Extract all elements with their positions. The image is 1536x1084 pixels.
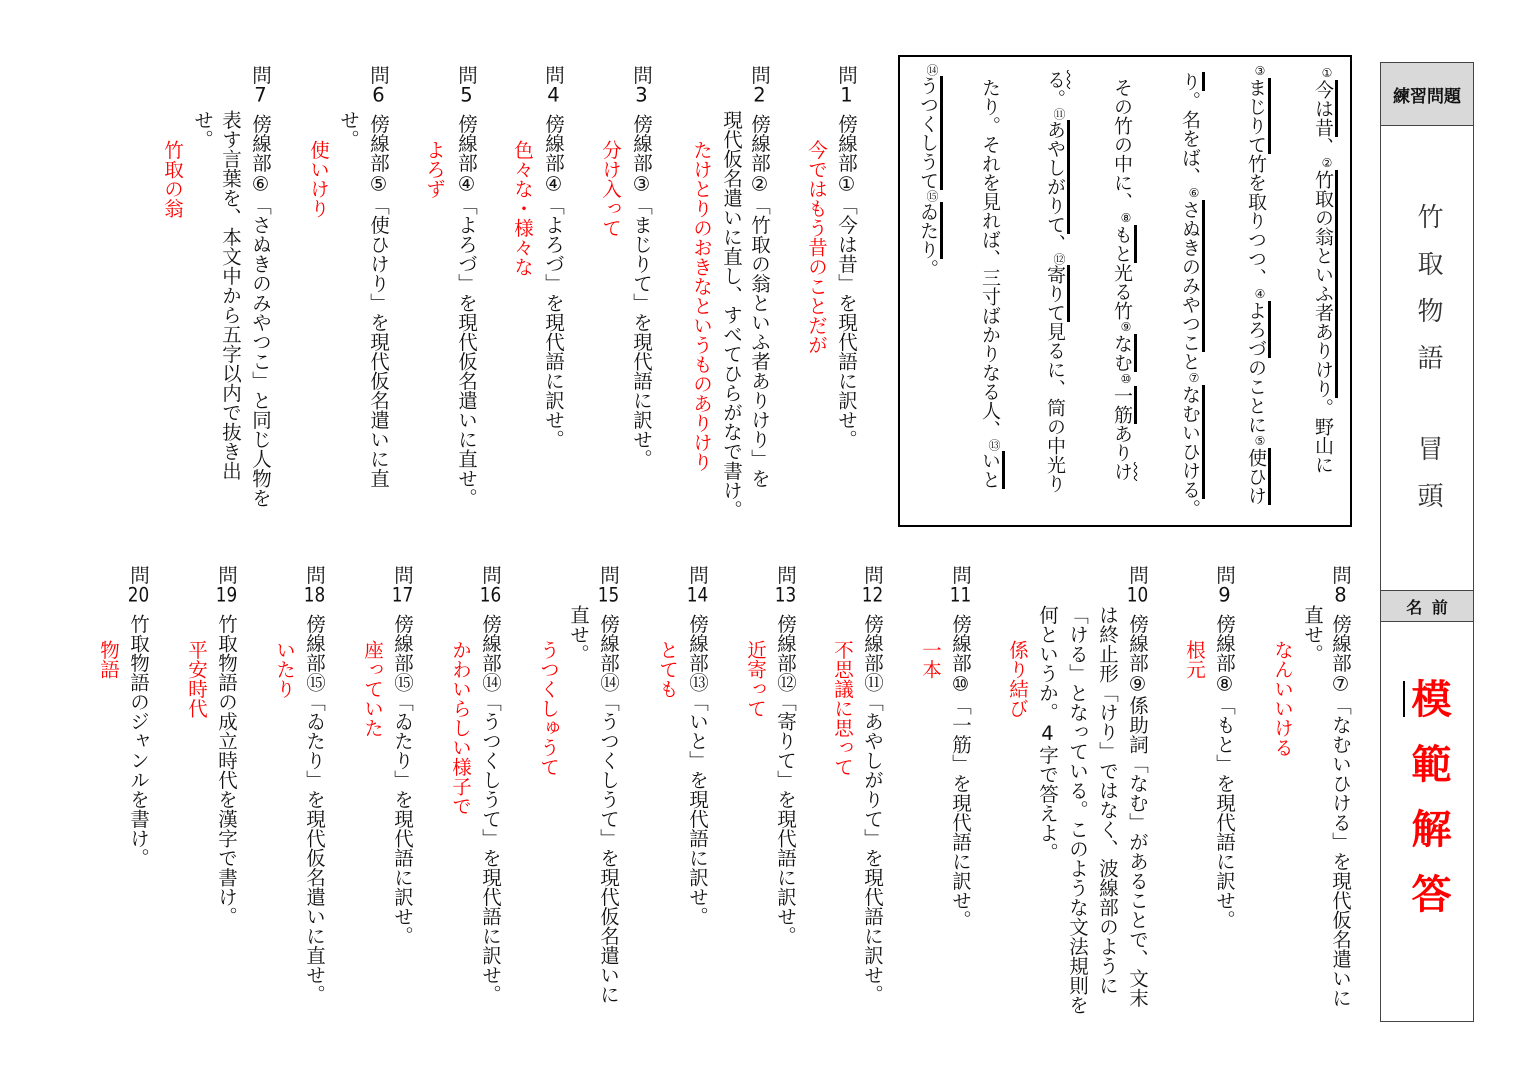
question-label: 問 (215, 565, 238, 585)
passage-underlined-text: なむ (1111, 334, 1137, 372)
question-8-line-2: 直せ。 (1301, 605, 1324, 664)
passage-underlined-text: ゐたり (917, 202, 943, 259)
answer-6: 使いけり (307, 140, 330, 218)
passage-underlined-text: 寄りて (1044, 265, 1070, 322)
question-text: 傍線部①「今は昔」を現代語に訳せ。 (835, 114, 858, 449)
question-3-line-1 (630, 65, 652, 469)
passage-mark: ① (1320, 66, 1334, 80)
question-15-line-2: 直せ。 (567, 605, 590, 664)
question-1-line-1 (835, 65, 857, 449)
answer-8: なんいいける (1271, 640, 1294, 757)
question-14-line-1 (686, 565, 708, 926)
question-text: 傍線部⑩「一筋」を現代語に訳せ。 (949, 614, 972, 930)
answer-14: とても (656, 640, 679, 699)
question-label: 問 (479, 565, 502, 585)
passage-text: あり (1111, 424, 1133, 462)
answer-17: 座っていた (361, 640, 384, 738)
answer-20: 物語 (97, 640, 120, 679)
passage-text: 、 (1044, 234, 1066, 253)
question-label: 問 (542, 65, 565, 85)
question-label: 問 (249, 65, 272, 85)
question-label: 問 (861, 565, 884, 585)
question-19-line-1 (215, 565, 237, 926)
question-8-line-1 (1329, 565, 1351, 1008)
passage-text: 。 (917, 259, 939, 278)
passage-mark: ⑩ (1119, 372, 1133, 386)
passage-mark: ⑥ (1187, 186, 1201, 200)
question-18-line-1 (303, 565, 325, 1004)
passage-underlined-text: さぬきのみやつこ (1179, 200, 1205, 352)
passage-text: のことに (1245, 358, 1267, 434)
answer-13: 近寄って (744, 640, 767, 718)
question-text: 竹取物語の成立時代を漢字で書け。 (215, 614, 238, 926)
passage-line-5 (1043, 70, 1067, 493)
question-number: 15 (597, 584, 620, 604)
question-text: 傍線部⑮「ゐたり」を現代仮名遣いに直せ。 (303, 614, 326, 1004)
passage-mark: ⑫ (1052, 253, 1066, 265)
passage-text: 。 (1044, 89, 1066, 108)
question-number: 12 (861, 584, 884, 604)
question-4-line-1 (542, 65, 564, 449)
question-number: 11 (949, 584, 972, 604)
question-label: 問 (630, 65, 653, 85)
passage-underlined-text: まじりて (1245, 78, 1271, 154)
worksheet-title (1415, 203, 1441, 529)
question-2-line-2: 現代仮名遣いに直し、すべてひらがなで書け。 (720, 110, 743, 520)
question-number: 2 (753, 84, 766, 104)
question-9-line-1 (1213, 565, 1235, 930)
question-label: 問 (949, 565, 972, 585)
question-number: 3 (635, 84, 648, 104)
passage-wavy-text: け (1111, 462, 1133, 481)
answer-2: たけとりのおきなというものありけり (690, 140, 713, 472)
passage-mark: ② (1320, 156, 1334, 170)
question-2-line-1 (748, 65, 770, 488)
passage-text: 見るに、筒の中光り (1044, 322, 1066, 493)
passage-line-3 (1178, 72, 1202, 518)
passage-underlined-text: 今は昔 (1312, 80, 1338, 137)
question-text: 傍線部⑫「寄りて」を現代語に訳せ。 (774, 614, 797, 946)
passage-line-4 (1110, 78, 1134, 481)
subtitle-text: 冒頭 (1413, 435, 1443, 529)
question-text: 傍線部②「竹取の翁といふ者ありけり」を (748, 114, 771, 488)
passage-line-1 (1311, 66, 1335, 474)
passage-line-2 (1244, 64, 1268, 505)
passage-mark: ⑭ (925, 64, 939, 76)
question-10-line-1 (1126, 565, 1148, 1008)
question-number: 6 (372, 84, 385, 104)
question-number: 1 (840, 84, 853, 104)
passage-underlined-text: あやしがりて (1044, 120, 1070, 234)
question-6-line-2: せ。 (337, 110, 360, 149)
question-13-line-1 (774, 565, 796, 946)
question-label: 問 (1213, 565, 1236, 585)
title-text: 竹取物語 (1413, 203, 1443, 391)
answer-7: 竹取の翁 (161, 140, 184, 218)
question-15-line-1 (597, 565, 619, 1004)
passage-text: 。野山に (1312, 398, 1334, 474)
question-label: 問 (303, 565, 326, 585)
passage-text: その竹の中に、 (1111, 78, 1133, 211)
question-7-line-3: せ。 (191, 110, 214, 149)
passage-mark: ③ (1253, 64, 1267, 78)
question-label: 問 (686, 565, 709, 585)
question-text: 傍線部⑭「うつくしうて」を現代仮名遣いに (597, 614, 620, 1004)
question-16-line-1 (479, 565, 501, 1004)
question-label: 問 (391, 565, 414, 585)
answer-15: うつくしゅうて (537, 640, 560, 777)
question-10-line-3: 「ける」となっている。このような文法規則を (1066, 605, 1089, 1015)
question-label: 問 (1329, 565, 1352, 585)
passage-underlined-text: 一筋 (1111, 386, 1137, 424)
passage-line-6 (978, 78, 1002, 489)
question-10-line-2: は終止形「けり」ではなく、波線部のように (1096, 605, 1119, 995)
passage-underlined-text: よろづ (1245, 301, 1271, 358)
question-5-line-1 (455, 65, 477, 508)
answer-key-label: 模範解答 (1405, 678, 1451, 938)
question-17-line-1 (391, 565, 413, 946)
question-label: 問 (774, 565, 797, 585)
question-number: 16 (479, 584, 502, 604)
question-text: 傍線部③「まじりて」を現代語に訳せ。 (630, 114, 653, 469)
question-6-line-1 (367, 65, 389, 488)
question-text: 傍線部⑤「使ひけり」を現代仮名遣いに直 (367, 114, 390, 488)
question-text: 傍線部⑭「うつくしうて」を現代語に訳せ。 (479, 614, 502, 1004)
passage-underlined-text: いと (979, 451, 1005, 489)
passage-mark: ⑦ (1187, 371, 1201, 385)
answer-19: 平安時代 (185, 640, 208, 718)
passage-mark: ⑤ (1253, 434, 1267, 448)
question-number: 9 (1218, 584, 1231, 604)
answer-12: 不思議に思って (831, 640, 854, 777)
answer-3: 分け入って (599, 140, 622, 238)
question-text: 傍線部⑨係助詞「なむ」があることで、文末 (1126, 614, 1149, 1008)
question-number: 5 (460, 84, 473, 104)
answer-11: 一本 (919, 640, 942, 679)
question-text: 傍線部⑪「あやしがりて」を現代語に訳せ。 (861, 614, 884, 1004)
question-text: 傍線部⑦「なむいひける」を現代仮名遣いに (1329, 614, 1352, 1008)
passage-box (898, 55, 1352, 527)
question-text: 傍線部④「よろづ」を現代仮名遣いに直せ。 (455, 114, 478, 508)
question-label: 問 (367, 65, 390, 85)
passage-underlined-text: 使ひけ (1245, 448, 1271, 505)
question-10-line-4: 何というか。4字で答えよ。 (1036, 605, 1059, 862)
question-number: 18 (303, 584, 326, 604)
question-number: 17 (391, 584, 414, 604)
answer-18: いたり (273, 640, 296, 699)
passage-underlined-text: もと (1111, 225, 1137, 263)
question-number: 8 (1334, 584, 1347, 604)
name-label: 名前 (1381, 590, 1473, 622)
question-label: 問 (127, 565, 150, 585)
passage-line-7 (916, 64, 940, 278)
passage-underlined-text: なむいひける (1179, 385, 1205, 499)
question-label: 問 (835, 65, 858, 85)
passage-mark: ⑨ (1119, 320, 1133, 334)
passage-wavy-text: る (1044, 70, 1066, 89)
question-label: 問 (455, 65, 478, 85)
question-number: 19 (215, 584, 238, 604)
passage-mark: ④ (1253, 287, 1267, 301)
question-number: 14 (686, 584, 709, 604)
passage-underlined-text: 竹取の翁といふ者ありけり (1312, 170, 1338, 398)
answer-5: よろず (423, 140, 446, 199)
worksheet-header: 練習問題 (1381, 63, 1473, 126)
question-7-line-2: 表す言葉を、本文中から五字以内で抜き出 (219, 110, 242, 481)
answer-9: 根元 (1183, 640, 1206, 679)
question-20-line-1 (127, 565, 149, 868)
question-text: 傍線部⑧「もと」を現代語に訳せ。 (1213, 614, 1236, 930)
passage-underlined-text: り (1179, 72, 1205, 91)
question-label: 問 (748, 65, 771, 85)
question-text: 傍線部⑬「いと」を現代語に訳せ。 (686, 614, 709, 926)
sidebar (1380, 62, 1474, 1022)
passage-mark: ⑬ (987, 439, 1001, 451)
answer-16: かわいらしい様子で (449, 640, 472, 816)
answer-1: 今ではもう昔のことだが (805, 140, 828, 355)
question-7-line-1 (249, 65, 271, 508)
question-text: 傍線部⑥「さぬきのみやつこ」と同じ人物を (249, 114, 272, 508)
passage-mark: ⑮ (925, 190, 939, 202)
question-text: 傍線部⑮「ゐたり」を現代語に訳せ。 (391, 614, 414, 946)
question-number: 7 (254, 84, 267, 104)
question-label: 問 (1126, 565, 1149, 585)
question-label: 問 (597, 565, 620, 585)
answer-4: 色々な・様々な (511, 140, 534, 277)
question-text: 傍線部④「よろづ」を現代語に訳せ。 (542, 114, 565, 449)
passage-text: 、 (1312, 137, 1334, 156)
passage-text: 竹を取りつつ、 (1245, 154, 1267, 287)
passage-mark: ⑧ (1119, 211, 1133, 225)
question-number: 10 (1126, 584, 1149, 604)
passage-text: 。名をば、 (1179, 91, 1201, 186)
passage-text: 。 (1179, 499, 1201, 518)
passage-text: たり。それを見れば、三寸ばかりなる人、 (979, 78, 1001, 439)
passage-underlined-text: うつくしうて (917, 76, 943, 190)
question-number: 20 (127, 584, 150, 604)
question-12-line-1 (861, 565, 883, 1004)
question-number: 4 (547, 84, 560, 104)
passage-text: と (1179, 352, 1201, 371)
question-11-line-1 (949, 565, 971, 930)
question-text: 竹取物語のジャンルを書け。 (127, 614, 150, 868)
passage-text: 光る竹 (1111, 263, 1133, 320)
answer-10: 係り結び (1006, 640, 1029, 718)
passage-mark: ⑪ (1052, 108, 1066, 120)
question-number: 13 (774, 584, 797, 604)
